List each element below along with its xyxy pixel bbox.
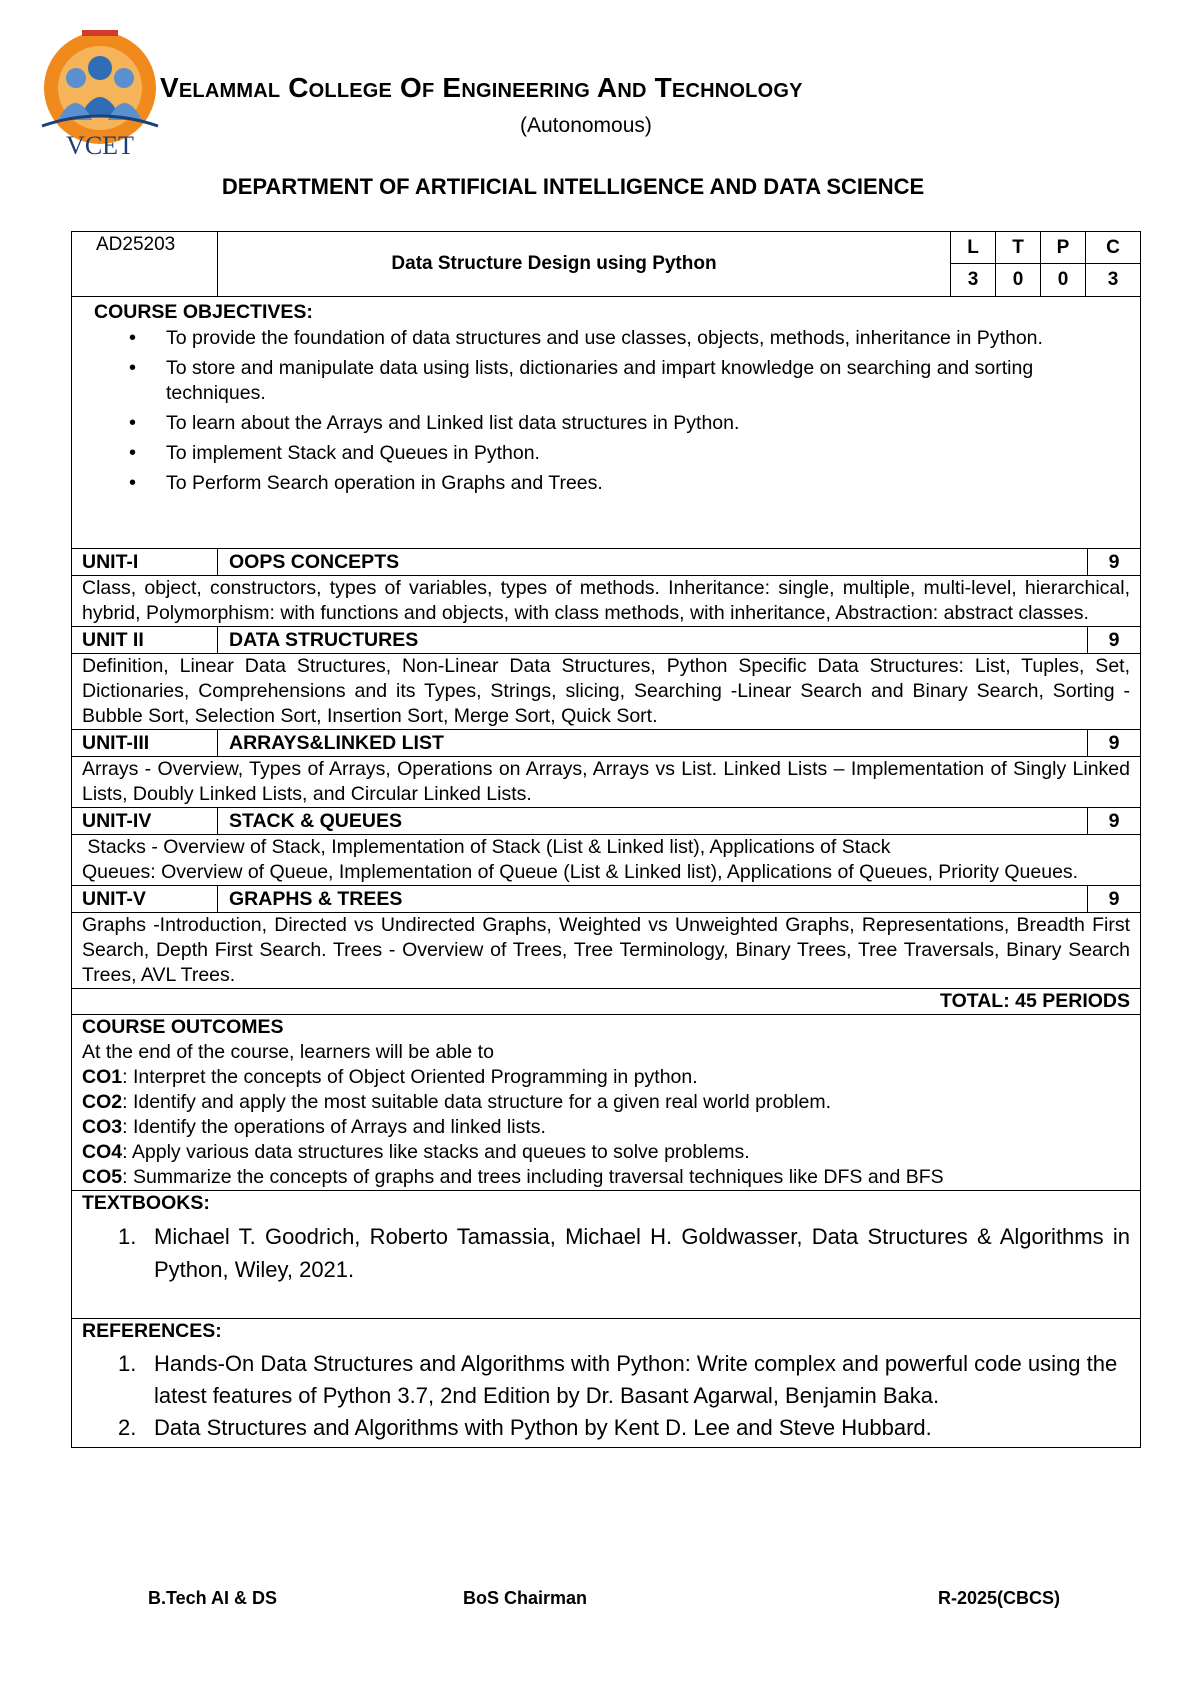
ltpc-value: 3 <box>1107 269 1119 290</box>
course-title: Data Structure Design using Python <box>218 232 951 296</box>
objectives-heading: COURSE OBJECTIVES: <box>94 301 313 323</box>
autonomous-label: (Autonomous) <box>520 114 652 137</box>
textbooks-list <box>82 1220 1130 1286</box>
ltpc-label: C <box>1086 232 1140 264</box>
item-number: 2. <box>118 1415 137 1440</box>
unit-number: UNIT-V <box>72 886 218 912</box>
textbook-text: Michael T. Goodrich, Roberto Tamassia, Michael H. Goldwasser, Data Structures & Algorithms in Python, Wiley, 2021. <box>154 1224 1130 1282</box>
outcome-item <box>82 1090 1130 1115</box>
outcome-item <box>82 1140 1130 1165</box>
unit-header <box>72 730 1140 757</box>
unit-hours: 9 <box>1108 629 1120 651</box>
textbooks-heading: TEXTBOOKS: <box>82 1192 210 1214</box>
unit-title: GRAPHS & TREES <box>218 886 1088 912</box>
unit-title: STACK & QUEUES <box>218 808 1088 834</box>
unit-number: UNIT-I <box>72 549 218 575</box>
course-code: AD25203 <box>72 232 218 296</box>
unit-hours: 9 <box>1108 888 1120 910</box>
outcome-code: CO1 <box>82 1066 123 1088</box>
item-number: 1. <box>118 1224 137 1249</box>
outcome-text: : Apply various data structures like stacks and queues to solve problems. <box>122 1141 750 1163</box>
outcome-text: : Summarize the concepts of graphs and trees including traversal techniques like DFS and BFS <box>122 1166 944 1188</box>
outcome-text: : Identify and apply the most suitable data structure for a given real world problem. <box>122 1091 831 1113</box>
ltpc-grid <box>951 232 1140 296</box>
college-logo <box>30 16 170 166</box>
course-header-row <box>72 232 1140 297</box>
ltpc-value: 0 <box>1041 264 1086 296</box>
objective-item: • To implement Stack and Queues in Python. <box>166 441 1140 466</box>
unit-content: Class, object, constructors, types of variables, types of methods. Inheritance: single, multiple, multi-level, hierarchical, hybrid, Polymorphism: with functions and objects, with class methods, with inheritance, Abstraction: abstract classes. <box>72 576 1140 627</box>
footer-regulation: R-2025(CBCS) <box>938 1588 1061 1608</box>
department-title: DEPARTMENT OF ARTIFICIAL INTELLIGENCE AND DATA SCIENCE <box>221 174 925 199</box>
reference-item <box>82 1348 1130 1412</box>
ltpc-label: P <box>1041 232 1086 264</box>
college-name: Velammal College Of Engineering And Technology <box>160 72 803 103</box>
unit-hours: 9 <box>1108 732 1120 754</box>
unit-number: UNIT-IV <box>72 808 218 834</box>
unit-header <box>72 627 1140 654</box>
objective-item: • To Perform Search operation in Graphs and Trees. <box>166 471 1140 496</box>
unit-content: Queues: Overview of Queue, Implementation of Queue (List & Linked list), Applications of Queues, Priority Queues. <box>82 861 1079 883</box>
objectives-list <box>94 326 1140 496</box>
ltpc-value: 3 <box>951 264 996 296</box>
references-section <box>72 1319 1140 1447</box>
objective-item: • To store and manipulate data using lists, dictionaries and impart knowledge on searching and sorting techniques. <box>166 356 1140 406</box>
item-number: 1. <box>118 1351 137 1376</box>
unit-content: Definition, Linear Data Structures, Non-Linear Data Structures, Python Specific Data Structures: List, Tuples, Set, Dictionaries, Comprehensions and its Types, Strings, slicing, Searching -Linear Search and Binary Search, Sorting - Bubble Sort, Selection Sort, Insertion Sort, Merge Sort, Quick Sort. <box>72 654 1140 730</box>
ltpc-label: T <box>996 232 1041 264</box>
unit-content-line: Stacks - Overview of Stack, Implementation of Stack (List & Linked list), Applications of Stack <box>82 836 891 858</box>
outcomes-heading: COURSE OUTCOMES <box>82 1016 284 1038</box>
unit-content: Graphs -Introduction, Directed vs Undirected Graphs, Weighted vs Unweighted Graphs, Representations, Breadth First Search, Depth First Search. Trees - Overview of Trees, Tree Terminology, Binary Trees, Tree Traversals, Binary Search Trees, AVL Trees. <box>72 913 1140 989</box>
references-heading: REFERENCES: <box>82 1320 222 1342</box>
unit-content-block <box>72 835 1140 886</box>
unit-title: ARRAYS&LINKED LIST <box>218 730 1088 756</box>
ltpc-label: L <box>951 232 996 264</box>
unit-header <box>72 808 1140 835</box>
reference-text: Hands-On Data Structures and Algorithms with Python: Write complex and powerful code using the latest features of Python 3.7, 2nd Edition by Dr. Basant Agarwal, Benjamin Baka. <box>154 1351 1118 1408</box>
unit-number: UNIT II <box>72 627 218 653</box>
outcome-text: : Interpret the concepts of Object Oriented Programming in python. <box>122 1066 698 1088</box>
footer-signatory: BoS Chairman <box>463 1588 588 1608</box>
unit-content: Arrays - Overview, Types of Arrays, Operations on Arrays, Arrays vs List. Linked Lists – Implementation of Singly Linked Lists, Doubly Linked Lists, and Circular Linked Lists. <box>72 757 1140 808</box>
vcet-logo-icon <box>30 16 170 166</box>
outcome-item <box>82 1165 1130 1190</box>
outcome-item <box>82 1115 1130 1140</box>
objective-item: • To provide the foundation of data structures and use classes, objects, methods, inheritance in Python. <box>166 326 1140 351</box>
outcome-text: : Identify the operations of Arrays and linked lists. <box>122 1116 546 1138</box>
outcome-code: CO2 <box>82 1091 123 1113</box>
course-objectives <box>72 297 1140 549</box>
unit-header <box>72 549 1140 576</box>
reference-item <box>82 1412 1130 1444</box>
outcome-item <box>82 1065 1130 1090</box>
unit-header <box>72 886 1140 913</box>
unit-hours: 9 <box>1108 810 1120 832</box>
reference-text: Data Structures and Algorithms with Python by Kent D. Lee and Steve Hubbard. <box>154 1415 932 1440</box>
logo-text: VCET <box>66 131 134 160</box>
references-list <box>82 1348 1130 1444</box>
total-periods: TOTAL: 45 PERIODS <box>72 989 1140 1015</box>
unit-number: UNIT-III <box>72 730 218 756</box>
outcome-code: CO3 <box>82 1116 123 1138</box>
ltpc-value: 0 <box>996 264 1041 296</box>
course-outcomes <box>72 1015 1140 1191</box>
outcomes-intro: At the end of the course, learners will be able to <box>82 1041 494 1063</box>
unit-title: DATA STRUCTURES <box>218 627 1088 653</box>
footer-program: B.Tech AI & DS <box>148 1588 278 1608</box>
objective-item: • To learn about the Arrays and Linked list data structures in Python. <box>166 411 1140 436</box>
textbooks-section <box>72 1191 1140 1319</box>
textbook-item <box>82 1220 1130 1286</box>
outcome-code: CO4 <box>82 1141 123 1163</box>
unit-title: OOPS CONCEPTS <box>218 549 1088 575</box>
syllabus-table <box>71 231 1141 1448</box>
unit-hours: 9 <box>1108 551 1120 573</box>
outcome-code: CO5 <box>82 1166 123 1188</box>
